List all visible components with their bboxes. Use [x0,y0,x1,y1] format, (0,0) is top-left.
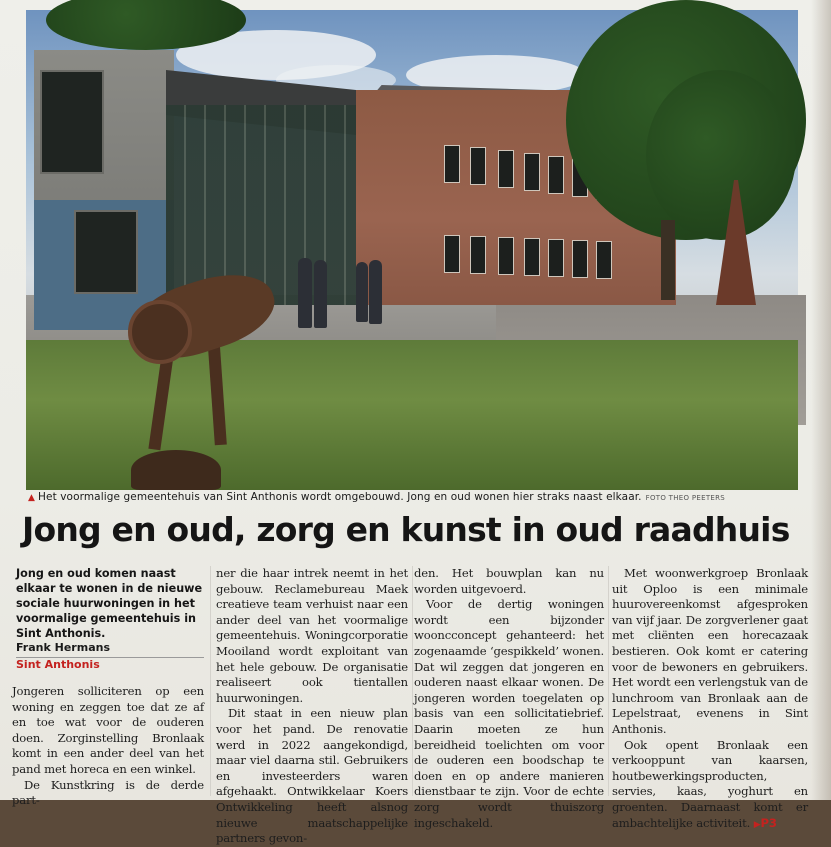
caption-text: Het voormalige gemeentehuis van Sint Anthonis wordt omgebouwd. Jong en oud wonen hier straks naast elkaar. [38,491,642,503]
paragraph: Voor de dertig woningen wordt een bijzonder wooncconcept gehanteerd: het zogenaamde ‘gespikkeld’ wonen. Dat wil zeggen dat jongeren en ouderen naast elkaar wonen. De jongeren worden toegelaten op basis van een sollicitatiebrief. Daarin moeten ze hun bereidheid toelichten om voor de ouderen een boodschap te doen en op andere manieren dienstbaar te zijn. Voor de echte zorg wordt thuiszorg ingeschakeld. [414,597,604,830]
paragraph-text: Ook opent Bronlaak een verkooppunt van kaarsen, houtbewerkingsproducten, servies, kaas, yoghurt en groenten. Daarnaast komt er ambachtelijke activiteit. [612,737,808,830]
photo-window [470,147,486,185]
photo-window [40,70,104,174]
photo-person [298,258,312,328]
paragraph: De Kunstkring is de derde part- [12,777,204,808]
photo-sculpture-head [128,300,192,364]
photo-window [548,156,564,194]
column-rule [412,566,413,796]
paragraph: ner die haar intrek neemt in het gebouw. Reclamebureau Maek creatieve team verhuist naar een ander deel van het voormalige gemeentehuis. Woningcorporatie Mooiland wordt exploitant van het hele gebouw. De organisatie realiseert ook tientallen huurwoningen. [216,566,408,705]
article-lead: Jong en oud komen naast elkaar te wonen in de nieuwe sociale huurwoningen in het voormalige gemeentehuis in Sint Anthonis. [16,567,203,640]
article-column-4 [612,566,808,833]
photo-caption [28,491,808,503]
photo-tree [646,70,796,240]
photo-window [470,236,486,274]
paragraph: Dit staat in een nieuw plan voor het pand. De renovatie werd in 2022 aangekondigd, maar viel daarna stil. Gebruikers en investeerders waren afgehaakt. Ontwikkelaar Koers Ontwikkeling heeft alsnog nieuwe maatschappelijke partners gevon- [216,706,408,846]
reference-triangle-icon: ▶ [753,819,761,830]
byline-place: Sint Anthonis [16,658,100,671]
photo-person [314,260,327,328]
photo-sculpture-base [131,450,221,490]
photo-window [596,241,612,279]
page-reference [754,816,777,830]
paragraph [612,738,808,834]
paper-edge-shadow [811,0,831,800]
column-rule [608,566,609,796]
photo-window [524,153,540,191]
article-column-2 [216,566,408,847]
photo-window [498,237,514,275]
photo-window [498,150,514,188]
page-reference-label: P3 [760,815,777,830]
article-column-3 [414,566,604,831]
photo-window [444,145,460,183]
photo-tree-trunk [661,220,675,300]
photo-credit: FOTO THEO PEETERS [645,494,726,502]
paragraph: den. Het bouwplan kan nu worden uitgevoerd. [414,566,604,596]
article-photo [26,10,798,490]
paragraph: Met woonwerkgroep Bronlaak uit Oploo is een minimale huurovereenkomst afgesproken van vijf jaar. De zorgverlener gaat met cliënten een horecazaak bestieren. Ook komt er catering voor de bewoners en gebruikers. Het wordt een verlengstuk van de lunchroom van Bronlaak aan de Lepelstraat, evenens in Sint Anthonis. [612,566,808,736]
photo-window [572,240,588,278]
article-headline: Jong en oud, zorg en kunst in oud raadhuis [22,510,790,549]
photo-window [74,210,138,294]
paragraph: Jongeren solliciteren op een woning en zeggen toe dat ze af en toe wat voor de ouderen doen. Zorginstelling Bronlaak komt in een ander deel van het pand met horeca en een winkel. [12,684,204,776]
caption-triangle-icon: ▲ [28,493,36,503]
photo-window [548,239,564,277]
byline-author: Frank Hermans [16,641,204,658]
article-column-1 [12,684,204,809]
column-rule [210,566,211,796]
photo-person [369,260,382,324]
photo-window [524,238,540,276]
photo-window [444,235,460,273]
photo-person [356,262,368,322]
